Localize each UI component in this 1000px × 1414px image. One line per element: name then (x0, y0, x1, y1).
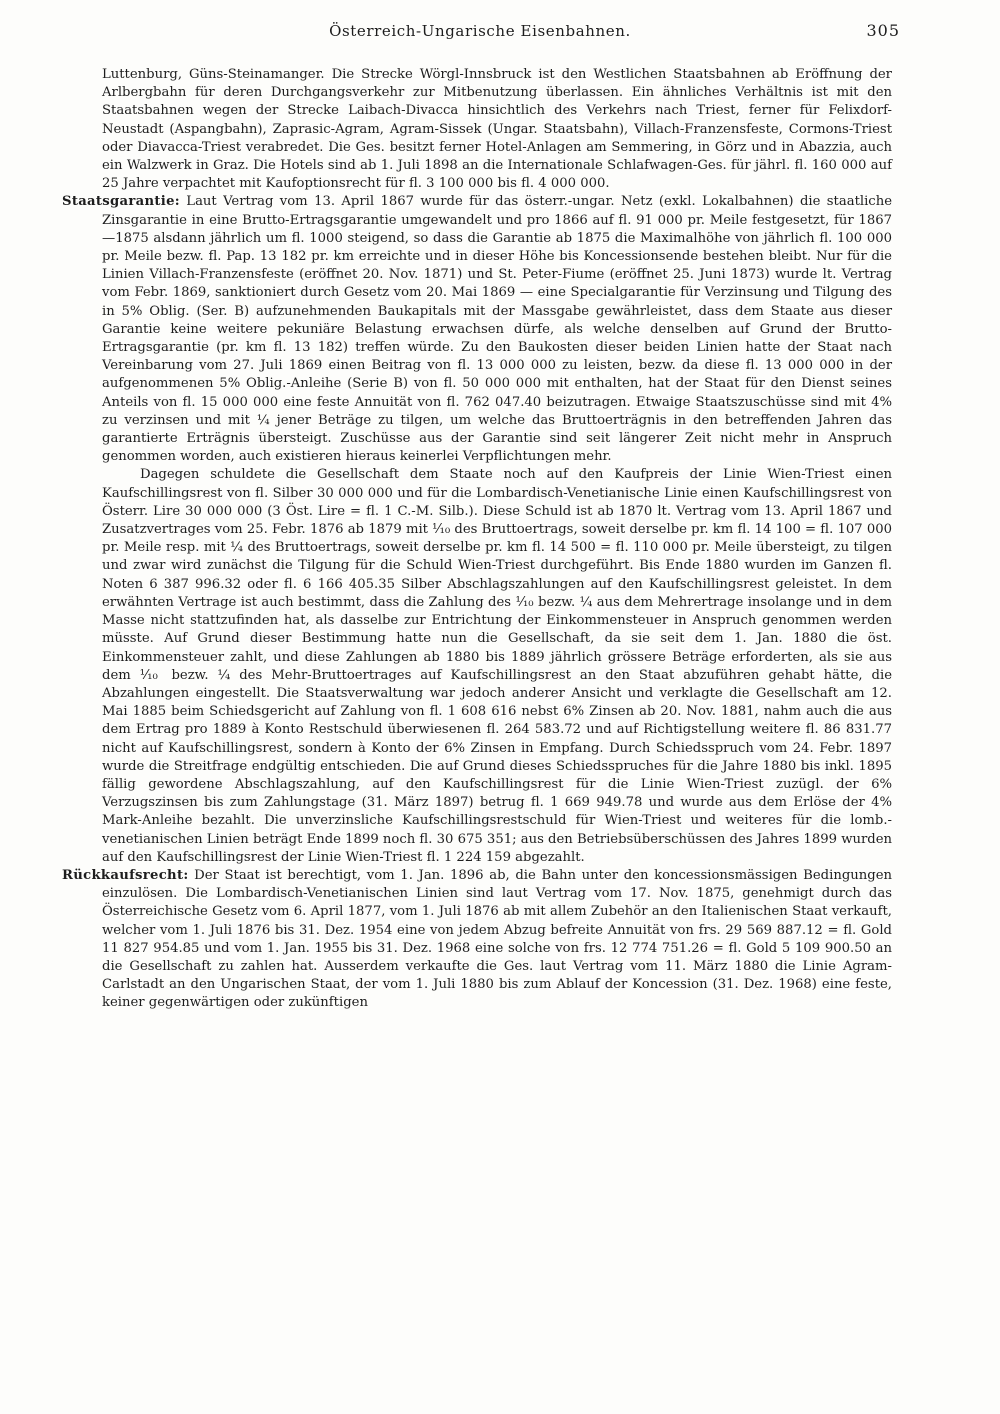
rueckkaufsrecht-text: Der Staat ist berechtigt, vom 1. Jan. 1896 ab, die Bahn unter den koncessionsmässigen Bedingungen einzulösen. Die Lombardisch-Venetianischen Linien sind laut Vertrag vom 17. Nov. 1875, genehmigt durch das Österreichische Gesetz vom 6. April 1877, vom 1. Juli 1876 ab mit allem Zubehör an den Italienischen Staat verkauft, welcher vom 1. Juli 1876 bis 31. Dez. 1954 eine von jedem Abzug befreite Annuität von frs. 29 569 887.12 = fl. Gold 11 827 954.85 und vom 1. Jan. 1955 bis 31. Dez. 1968 eine solche von frs. 12 774 751.26 = fl. Gold 5 109 900.50 an die Gesellschaft zu zahlen hat. Ausserdem verkaufte die Ges. laut Vertrag vom 11. März 1880 die Linie Agram-Carlstadt an den Ungarischen Staat, der vom 1. Juli 1880 bis zum Ablauf der Koncession (31. Dez. 1968) eine feste, keiner gegenwärtigen oder zukünftigen (102, 867, 892, 1011)
intro-paragraph: Luttenburg, Güns-Steinamanger. Die Strecke Wörgl-Innsbruck ist den Westlichen Staatsbahnen ab Eröffnung der Arlbergbahn für deren Durchgangsverkehr zur Mitbenutzung überlassen. Ein ähnliches Verhältnis ist mit den Staatsbahnen wegen der Strecke Laibach-Divacca hinsichtlich des Verkehrs nach Triest, ferner für Felixdorf-Neustadt (Aspangbahn), Zaprasic-Agram, Agram-Sissek (Ungar. Staatsbahn), Villach-Franzensfeste, Cormons-Triest oder Diavacca-Triest verabredet. Die Ges. besitzt ferner Hotel-Anlagen am Semmering, in Görz und in Abazzia, auch ein Walzwerk in Graz. Die Hotels sind ab 1. Juli 1898 an die Internationale Schlafwagen-Ges. für jährl. fl. 160 000 auf 25 Jahre verpachtet mit Kaufoptionsrecht für fl. 3 100 000 bis fl. 4 000 000. (102, 67, 892, 192)
running-header (60, 20, 900, 44)
dagegen-paragraph: Dagegen schuldete die Gesellschaft dem Staate noch auf den Kaufpreis der Linie Wien-Triest einen Kaufschillingsrest von fl. Silber 30 000 000 und für die Lombardisch-Venetianische Linie einen Kaufschillingsrest von Österr. Lire 30 000 000 (3 Öst. Lire = fl. 1 C.-M. Silb.). Diese Schuld ist ab 1870 lt. Vertrag vom 13. April 1867 und Zusatzvertrages vom 25. Febr. 1876 ab 1879 mit ⅒ des Bruttoertrags, soweit derselbe pr. km fl. 14 100 = fl. 107 000 pr. Meile resp. mit ¼ des Bruttoertrags, soweit derselbe pr. km fl. 14 500 = fl. 110 000 pr. Meile übersteigt, zu tilgen und zwar wird zunächst die Tilgung für die Schuld Wien-Triest durchgeführt. Bis Ende 1880 wurden im Ganzen fl. Noten 6 387 996.32 oder fl. 6 166 405.35 Silber Abschlagszahlungen auf den Kaufschillingsrest geleistet. In dem erwähnten Vertrage ist auch bestimmt, dass die Zahlung des ⅒ bezw. ¼ aus dem Mehrertrage insolange und in dem Masse nicht stattzufinden hat, als dasselbe zur Entrichtung der Einkommensteuer in Anspruch genommen werden müsste. Auf Grund dieser Bestimmung hatte nun die Gesellschaft, da sie seit dem 1. Jan. 1880 die öst. Einkommensteuer zahlt, und diese Zahlungen ab 1880 bis 1889 jährlich grössere Beträge erforderten, als sie aus dem ⅒ bezw. ¼ des Mehr-Bruttoertrages auf Kaufschillingsrest an den Staat abzuführen gehabt hätte, die Abzahlungen eingestellt. Die Staatsverwaltung war jedoch anderer Ansicht und verklagte die Gesellschaft am 12. Mai 1885 beim Schiedsgericht auf Zahlung von fl. 1 608 616 nebst 6% Zinsen ab 20. Nov. 1881, nahm auch die aus dem Ertrag pro 1889 à Konto Restschuld überwiesenen fl. 264 583.72 und auf Richtigstellung weitere fl. 86 831.77 nicht auf Kaufschillingsrest, sondern à Konto der 6% Zinsen in Empfang. Durch Schiedsspruch vom 24. Febr. 1897 wurde die Streitfrage endgültig entschieden. Die auf Grund dieses Schiedsspruches für die Jahre 1880 bis inkl. 1895 fällig gewordene Abschlagszahlung, auf den Kaufschillingsrest für die Linie Wien-Triest zuzügl. der 6% Verzugszinsen bis zum Zahlungstage (31. März 1897) betrug fl. 1 669 949.78 und wurde aus dem Erlöse der 4% Mark-Anleihe bezahlt. Die unverzinsliche Kaufschillingsrestschuld für Wien-Triest und weiteres für die lomb.-venetianischen Linien beträgt Ende 1899 noch fl. 30 675 351; aus den Betriebsüberschüssen des Jahres 1899 wurden auf den Kaufschillingsrest der Linie Wien-Triest fl. 1 224 159 abgezahlt. (102, 467, 893, 865)
staatsgarantie-text: Laut Vertrag vom 13. April 1867 wurde für das österr.-ungar. Netz (exkl. Lokalbahnen) die staatliche Zinsgarantie in eine Brutto-Ertragsgarantie umgewandelt und pro 1866 auf fl. 91 000 pr. Meile festgesetzt, für 1867—1875 alsdann jährlich um fl. 1000 steigend, so dass die Garantie ab 1875 die Maximalhöhe von jährlich fl. 100 000 pr. Meile bezw. fl. Pap. 13 182 pr. km erreichte und in dieser Höhe bis Koncessionsende bestehen bleibt. Nur für die Linien Villach-Franzensfeste (eröffnet 20. Nov. 1871) und St. Peter-Fiume (eröffnet 25. Juni 1873) wurde lt. Vertrag vom Febr. 1869, sanktioniert durch Gesetz vom 20. Mai 1869 — eine Specialgarantie für Verzinsung und Tilgung des in 5% Oblig. (Ser. B) aufzunehmenden Baukapitals mit der Massgabe gewährleistet, dass dem Staate aus dieser Garantie keine weitere pekuniäre Belastung erwachsen dürfe, als welche denselben auf Grund der Brutto-Ertragsgarantie (pr. km fl. 13 182) treffen würde. Zu den Baukosten dieser beiden Linien hatte der Staat nach Vereinbarung vom 27. Juli 1869 einen Beitrag von fl. 13 000 000 zu leisten, bezw. da diese fl. 13 000 000 in der aufgenommenen 5% Oblig.-Anleihe (Serie B) von fl. 50 000 000 mit enthalten, hat der Staat für den Dienst seines Anteils von fl. 15 000 000 eine feste Annuität von fl. 762 047.40 beizutragen. Etwaige Staatszuschüsse sind mit 4% zu verzinsen und mit ¼ jener Beträge zu tilgen, um welche das Bruttoerträgnis in den betreffenden Jahren das garantierte Erträgnis übersteigt. Zuschüsse aus der Garantie sind seit längerer Zeit nicht mehr in Anspruch genommen worden, auch existieren hieraus keinerlei Verpflichtungen mehr. (102, 194, 892, 465)
staatsgarantie-entry (62, 193, 892, 466)
rueckkaufsrecht-entry (62, 867, 892, 1013)
body-text (62, 66, 892, 1013)
rueckkaufsrecht-label: Rückkaufsrecht: (62, 867, 189, 883)
staatsgarantie-label: Staatsgarantie: (62, 194, 180, 210)
page-number: 305 (866, 21, 900, 40)
header-title: Österreich-Ungarische Eisenbahnen. (329, 22, 631, 40)
